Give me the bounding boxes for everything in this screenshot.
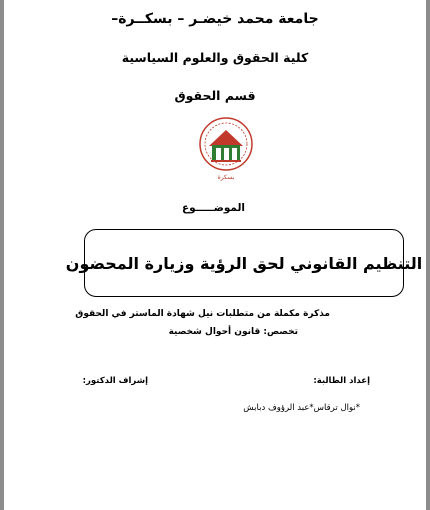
faculty-name: كلية الحقوق والعلوم السياسية (121, 50, 309, 65)
university-name: جامعة محمد خيضـر – بسكــرة– (111, 11, 319, 27)
university-seal-icon (197, 113, 255, 183)
subject-label: الموضـــــوع (182, 202, 246, 214)
memo-text: مذكرة مكملة من متطلبات نيل شهادة الماستر في الحقوق (75, 309, 330, 319)
thesis-title: التنظيم القانوني لحق الرؤية وزيارة المحضون (65, 253, 423, 273)
document-page (4, 0, 426, 510)
student-names: *نوال ترقاس*عبد الرؤوف دبابش (243, 403, 360, 413)
specialization: تخصص: قانون أحوال شخصية (168, 327, 298, 337)
department-name: قسم الحقوق (174, 88, 256, 103)
prepared-by-label: إعداد الطالبة: (313, 376, 370, 386)
supervisor-label: إشراف الدكتور: (82, 376, 148, 386)
seal-caption: بسكرة (217, 174, 235, 181)
thesis-title-box (65, 229, 423, 297)
